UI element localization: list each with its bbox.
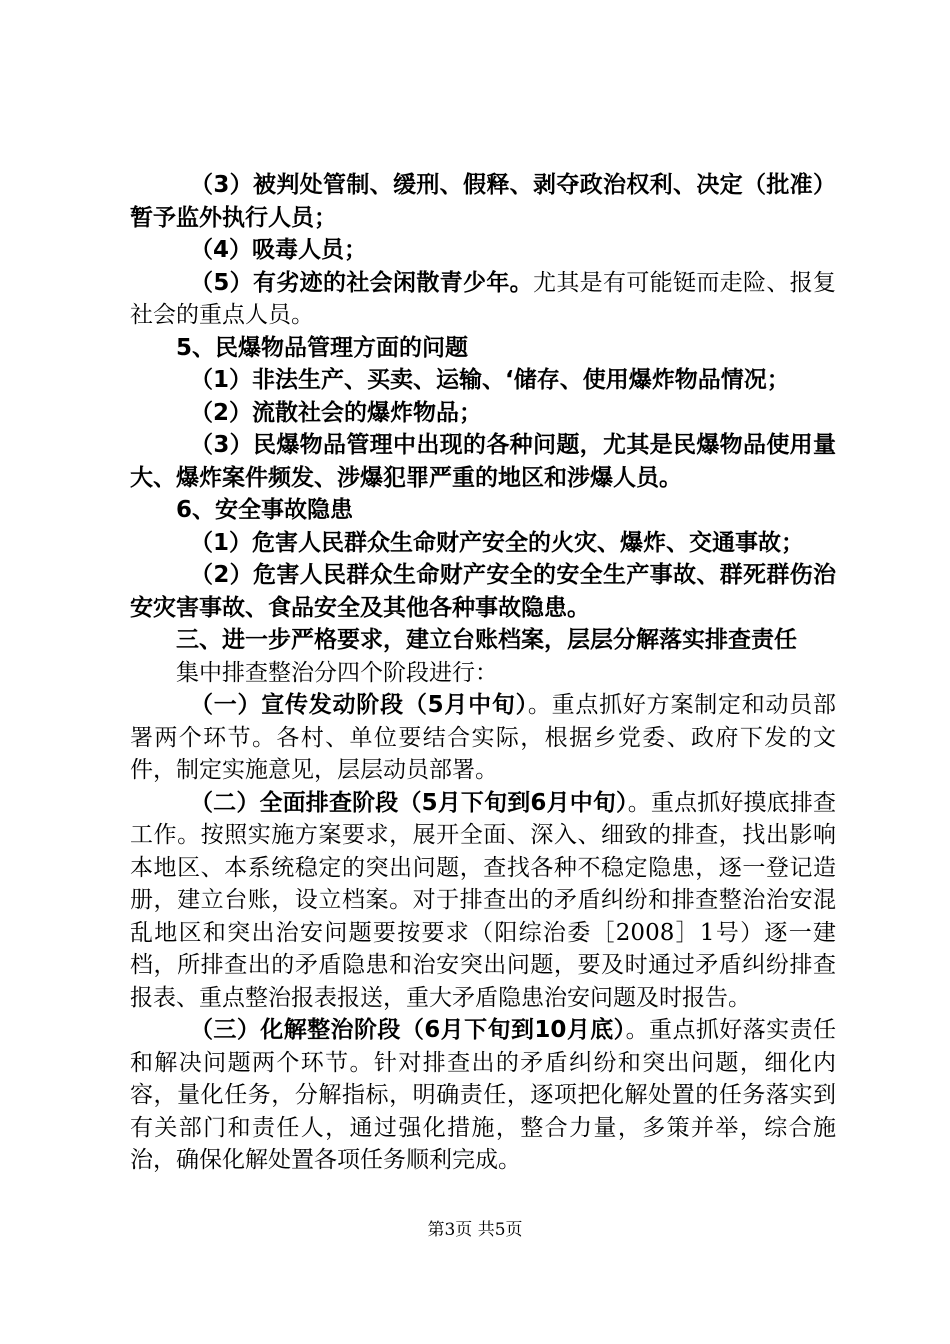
paragraph-text: （2）危害人民群众生命财产安全的安全生产事故、群死群伤治安灾害事故、食品安全及其他各种事故隐患。 bbox=[130, 562, 836, 621]
paragraph bbox=[130, 494, 836, 527]
paragraph-text: （4）吸毒人员； bbox=[190, 237, 368, 263]
paragraph-text: （1）非法生产、买卖、运输、‘储存、使用爆炸物品情况； bbox=[190, 367, 790, 393]
paragraph bbox=[130, 429, 836, 494]
paragraph bbox=[130, 624, 836, 657]
paragraph-text: 5、民爆物品管理方面的问题 bbox=[176, 334, 469, 361]
paragraph-text: 。重点抓好摸底排查工作。按照实施方案要求，展开全面、深入、细致的排查，找出影响本地区、本系统稳定的突出问题，查找各种不稳定隐患，逐一登记造册，建立台账，设立档案。对于排查出的矛盾纠纷和排查整治治安混乱地区和突出治安问题要按要求（阳综治委［2008］1号）逐一建档，所排查出的矛盾隐患和治安突出问题，要及时通过矛盾纠纷排查报表、重点整治报表报送，重大矛盾隐患治安问题及时报告。 bbox=[130, 789, 836, 1011]
paragraph bbox=[130, 1014, 836, 1177]
paragraph-text: （三）化解整治阶段（6月下旬到10月底） bbox=[190, 1017, 626, 1043]
paragraph bbox=[130, 657, 836, 690]
paragraph-text: （5）有劣迹的社会闲散青少年。 bbox=[190, 269, 533, 296]
paragraph-text: 三、进一步严格要求，建立台账档案，层层分解落实排查责任 bbox=[176, 627, 797, 653]
paragraph bbox=[130, 364, 836, 397]
paragraph-text: （1）危害人民群众生命财产安全的火灾、爆炸、交通事故； bbox=[190, 529, 805, 556]
paragraph-text: （二）全面排查阶段（5月下旬到6月中旬） bbox=[190, 789, 628, 816]
paragraph-text: 尤其是有可能铤而走险、报复社会的重点人员。 bbox=[130, 269, 836, 328]
paragraph-text: （3）被判处管制、缓刑、假释、剥夺政治权利、决定（批准）暂予监外执行人员； bbox=[130, 172, 836, 231]
paragraph-text: 。重点抓好方案制定和动员部署两个环节。各村、单位要结合实际，根据乡党委、政府下发的文件，制定实施意见，层层动员部署。 bbox=[130, 692, 836, 783]
page-footer: 第3页 共5页 bbox=[427, 1220, 523, 1240]
paragraph-text: （一）宣传发动阶段（5月中旬） bbox=[190, 692, 528, 718]
paragraph bbox=[130, 234, 836, 267]
paragraph bbox=[130, 559, 836, 624]
paragraph-text: （2）流散社会的爆炸物品； bbox=[190, 399, 483, 426]
paragraph-text: （3）民爆物品管理中出现的各种问题，尤其是民爆物品使用量大、爆炸案件频发、涉爆犯罪严重的地区和涉爆人员。 bbox=[130, 432, 836, 491]
paragraph-text: 6、安全事故隐患 bbox=[176, 497, 354, 523]
paragraph bbox=[130, 689, 836, 787]
paragraph bbox=[130, 527, 836, 560]
paragraph-text: 集中排查整治分四个阶段进行： bbox=[176, 659, 498, 686]
paragraph-text: 。重点抓好落实责任和解决问题两个环节。针对排查出的矛盾纠纷和突出问题，细化内容，量化任务，分解指标，明确责任，逐项把化解处置的任务落实到有关部门和责任人，通过强化措施，整合力量，多策并举，综合施治，确保化解处置各项任务顺利完成。 bbox=[130, 1017, 836, 1173]
paragraph bbox=[130, 267, 836, 332]
paragraph bbox=[130, 397, 836, 430]
paragraph bbox=[130, 332, 836, 365]
paragraph bbox=[130, 169, 836, 234]
document-body bbox=[130, 169, 836, 1177]
paragraph bbox=[130, 787, 836, 1015]
